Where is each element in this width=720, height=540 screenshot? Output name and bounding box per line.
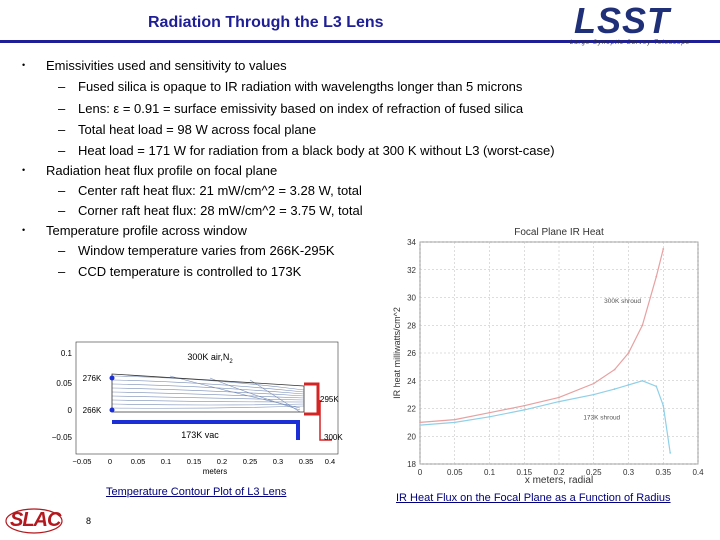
bullet-marker: • [22, 225, 26, 235]
sub-bullet-text: Window temperature varies from 266K-295K [78, 243, 335, 258]
slac-logo: SLAC [4, 505, 64, 537]
ir-heat-chart [390, 222, 710, 490]
contour-label-295k: 295K [320, 395, 339, 404]
ir-series-label: 300K shroud [604, 298, 642, 306]
ir-chart-ylabel: IR heat milliwatts/cm^2 [392, 307, 402, 399]
ir-series-point [454, 419, 456, 421]
dash-marker: – [58, 79, 66, 94]
logo-word: LSST [574, 0, 671, 41]
sub-bullet-text: Heat load = 171 W for radiation from a black body at 300 K without L3 (worst-case) [78, 143, 555, 158]
ir-series-point [489, 412, 491, 414]
dash-marker: – [58, 203, 66, 218]
contour-xtick: 0.1 [160, 457, 172, 466]
contour-plot-caption: Temperature Contour Plot of L3 Lens [106, 486, 287, 498]
dash-marker: – [58, 143, 66, 158]
bullet-marker: • [22, 60, 26, 70]
ir-xtick-label: 0.15 [516, 468, 533, 477]
contour-plot [50, 340, 350, 480]
contour-label-top: 300K $air,N_2$ [187, 352, 233, 365]
bullet-text: Radiation heat flux profile on focal plane [46, 163, 278, 178]
ir-xtick-label: 0.4 [692, 468, 704, 477]
contour-xtick: −0.05 [72, 457, 92, 466]
ir-xtick-label: 0.3 [622, 468, 635, 477]
bullet-marker: • [22, 165, 26, 175]
ir-series-point [628, 384, 630, 386]
contour-label-266k: 266K [82, 406, 102, 415]
ir-series-point [419, 421, 421, 423]
contour-ytick: 0.1 [60, 349, 72, 358]
contour-label-300k: 300K [324, 433, 343, 442]
ir-series-label: 173K shroud [583, 414, 621, 422]
ir-series-point [614, 369, 616, 371]
ir-ytick-label: 28 [407, 321, 416, 331]
contour-xtick: 0.4 [324, 457, 336, 466]
sub-bullet-text: Lens: ε = 0.91 = surface emissivity based on index of refraction of fused silica [78, 101, 524, 116]
ir-series-point [628, 352, 630, 354]
ir-ytick-label: 34 [407, 238, 416, 247]
contour-xtick: 0.05 [130, 457, 146, 466]
ir-ytick-label: 32 [407, 265, 416, 275]
contour-label-276k: 276K [82, 374, 102, 383]
ir-xtick-label: 0.05 [446, 468, 463, 477]
dash-marker: – [58, 264, 66, 279]
contour-xtick: 0.3 [272, 457, 284, 466]
contour-xtick: 0.2 [216, 457, 228, 466]
ir-chart-caption: IR Heat Flux on the Focal Plane as a Function of Radius [396, 492, 671, 504]
sub-bullet-text: Fused silica is opaque to IR radiation with wavelengths longer than 5 microns [78, 79, 523, 94]
ir-series-point [523, 409, 525, 411]
ir-series-point [669, 452, 671, 454]
ir-series-point [662, 405, 664, 407]
page-number: 8 [86, 516, 92, 526]
ir-series-point [454, 421, 456, 423]
contour-xtick: 0.25 [242, 457, 258, 466]
dash-marker: – [58, 122, 66, 137]
node-276k [110, 376, 115, 381]
ir-series-point [489, 416, 491, 418]
sub-bullet-text: Total heat load = 98 W across focal plane [78, 122, 317, 137]
ir-series-point [655, 276, 657, 278]
ir-ytick-label: 18 [407, 460, 416, 469]
ir-series-point [593, 394, 595, 396]
bullet-text: Emissivities used and sensitivity to values [46, 58, 287, 73]
ir-series-point [419, 424, 421, 426]
ir-ytick-label: 24 [407, 376, 416, 386]
contour-ytick: −0.05 [51, 433, 72, 442]
ir-xtick-label: 0.25 [585, 468, 602, 477]
ir-series-point [558, 401, 560, 403]
ir-ytick-label: 22 [407, 404, 416, 414]
ir-ytick-label: 30 [407, 293, 416, 303]
sub-bullet-text: Center raft heat flux: 21 mW/cm^2 = 3.28 W, total [78, 183, 362, 198]
ir-ytick-label: 26 [407, 349, 416, 358]
ir-chart-title: Focal Plane IR Heat [514, 227, 604, 238]
ir-series-point [614, 388, 616, 390]
ir-series-point [662, 248, 664, 250]
contour-xlabel: meters [202, 467, 228, 476]
ir-series-point [593, 383, 595, 385]
dash-marker: – [58, 183, 66, 198]
ir-chart-xlabel: x meters, radial [524, 475, 594, 486]
ir-xtick-label: 0 [417, 468, 423, 477]
sub-bullet-text: Corner raft heat flux: 28 mW/cm^2 = 3.75 W, total [78, 203, 363, 218]
bullet-text: Temperature profile across window [46, 223, 247, 238]
contour-xtick: 0.15 [186, 457, 202, 466]
dash-marker: – [58, 243, 66, 258]
contour-ytick: 0 [67, 406, 72, 415]
ir-series-point [642, 324, 644, 326]
ir-series-point [642, 380, 644, 382]
contour-xtick: 0.35 [298, 457, 314, 466]
contour-xtick: 0 [107, 457, 113, 466]
ir-xtick-label: 0.35 [655, 468, 672, 477]
ir-ytick-label: 20 [407, 432, 416, 442]
page-title: Radiation Through the L3 Lens [148, 14, 384, 31]
ir-series-point [558, 397, 560, 399]
sub-bullet-text: CCD temperature is controlled to 173K [78, 264, 302, 279]
ir-series-point [655, 385, 657, 387]
logo-subtitle: Large Synoptic Survey Telescope [570, 40, 691, 46]
contour-ytick: 0.05 [56, 379, 72, 388]
ir-series-point [523, 405, 525, 407]
contour-label-173k: 173K vac [181, 430, 219, 440]
ir-xtick-label: 0.2 [553, 468, 565, 477]
ir-xtick-label: 0.1 [483, 468, 496, 477]
lsst-logo [566, 2, 718, 50]
node-266k [110, 408, 115, 413]
dash-marker: – [58, 101, 66, 116]
